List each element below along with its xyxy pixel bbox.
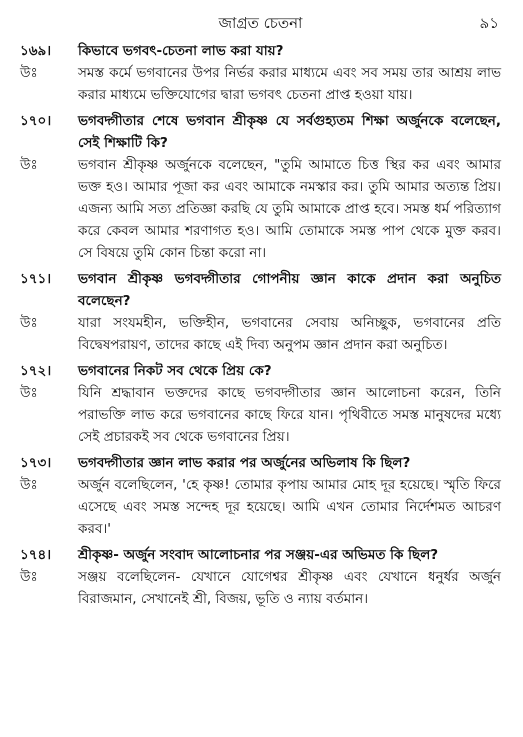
question-text: ভগবদ্গীতার জ্ঞান লাভ করার পর অর্জুনের অভিলাষ কি ছিল? bbox=[78, 455, 411, 471]
question-number: ১৭১। bbox=[20, 271, 52, 287]
question-row bbox=[20, 360, 501, 382]
question-text: কিভাবে ভগবৎ-চেতনা লাভ করা যায়? bbox=[78, 43, 284, 59]
answer-label: উঃ bbox=[20, 569, 38, 585]
answer-row bbox=[20, 566, 501, 610]
answer-text: সঞ্জয় বলেছিলেন- যেখানে যোগেশ্বর শ্রীকৃষ্ণ এবং যেখানে ধনুর্ধর অর্জুন বিরাজমান, সেখানেই শ্রী, বিজয়, ভূতি ও ন্যায় বর্তমান। bbox=[78, 569, 501, 607]
page-number: ৯১ bbox=[479, 14, 499, 32]
question-number: ১৭৪। bbox=[20, 547, 52, 563]
answer-text: যারা সংযমহীন, ভক্তিহীন, ভগবানের সেবায় অনিচ্ছুক, ভগবানের প্রতি বিদ্বেষপরায়ণ, তাদের কাছে এই দিব্য অনুপম জ্ঞান প্রদান করা অনুচিত। bbox=[78, 315, 501, 353]
answer-label: উঃ bbox=[20, 477, 38, 493]
qa-list bbox=[20, 40, 501, 610]
page-header bbox=[20, 8, 501, 38]
question-row bbox=[20, 40, 501, 62]
answer-label: উঃ bbox=[20, 315, 38, 331]
question-text: শ্রীকৃষ্ণ- অর্জুন সংবাদ আলোচনার পর সঞ্জয়-এর অভিমত কি ছিল? bbox=[78, 547, 439, 563]
question-row bbox=[20, 110, 501, 154]
answer-label: উঃ bbox=[20, 65, 38, 81]
answer-row bbox=[20, 154, 501, 264]
answer-text: অর্জুন বলেছিলেন, 'হে কৃষ্ণ! তোমার কৃপায় আমার মোহ দূর হয়েছে। স্মৃতি ফিরে এসেছে এবং সমস্ত সন্দেহ দূর হয়েছে। আমি এখন তোমার নির্দেশমত আচরণ করব।' bbox=[78, 477, 501, 537]
question-row bbox=[20, 452, 501, 474]
answer-row bbox=[20, 312, 501, 356]
answer-text: ভগবান শ্রীকৃষ্ণ অর্জুনকে বলেছেন, "তুমি আমাতে চিত্ত স্থির কর এবং আমার ভক্ত হও। আমার পূজা কর এবং আমাকে নমস্কার কর। তুমি আমার অত্যন্ত প্রিয়। এজন্য আমি সত্য প্রতিজ্ঞা করছি যে তুমি আমাকে প্রাপ্ত হবে। সমস্ত ধর্ম পরিত্যাগ করে কেবল আমার শরণাগত হও। আমি তোমাকে সমস্ত পাপ থেকে মুক্ত করব। সে বিষয়ে তুমি কোন চিন্তা করো না। bbox=[78, 157, 501, 261]
answer-label: উঃ bbox=[20, 157, 38, 173]
question-number: ১৬৯। bbox=[20, 43, 52, 59]
question-number: ১৭৩। bbox=[20, 455, 52, 471]
question-text: ভগবদ্গীতার শেষে ভগবান শ্রীকৃষ্ণ যে সর্বগুহ্যতম শিক্ষা অর্জুনকে বলেছেন, সেই শিক্ষাটি কি? bbox=[78, 113, 501, 151]
question-text: ভগবানের নিকট সব থেকে প্রিয় কে? bbox=[78, 363, 272, 379]
running-header-title: জাগ্রত চেতনা bbox=[218, 14, 303, 32]
answer-text: যিনি শ্রদ্ধাবান ভক্তদের কাছে ভগবদ্গীতার জ্ঞান আলোচনা করেন, তিনি পরাভক্তি লাভ করে ভগবানের কাছে ফিরে যান। পৃথিবীতে সমস্ত মানুষদের মধ্যে সেই প্রচারকই সব থেকে ভগবানের প্রিয়। bbox=[78, 385, 501, 445]
answer-row bbox=[20, 474, 501, 540]
answer-row bbox=[20, 62, 501, 106]
question-text: ভগবান শ্রীকৃষ্ণ ভগবদ্গীতার গোপনীয় জ্ঞান কাকে প্রদান করা অনুচিত বলেছেন? bbox=[78, 271, 501, 309]
question-number: ১৭০। bbox=[20, 113, 52, 129]
question-row bbox=[20, 268, 501, 312]
answer-row bbox=[20, 382, 501, 448]
question-row bbox=[20, 544, 501, 566]
answer-label: উঃ bbox=[20, 385, 38, 401]
question-number: ১৭২। bbox=[20, 363, 52, 379]
answer-text: সমস্ত কর্মে ভগবানের উপর নির্ভর করার মাধ্যমে এবং সব সময় তার আশ্রয় লাভ করার মাধ্যমে ভক্তিযোগের দ্বারা ভগবৎ চেতনা প্রাপ্ত হওয়া যায়। bbox=[78, 65, 501, 103]
